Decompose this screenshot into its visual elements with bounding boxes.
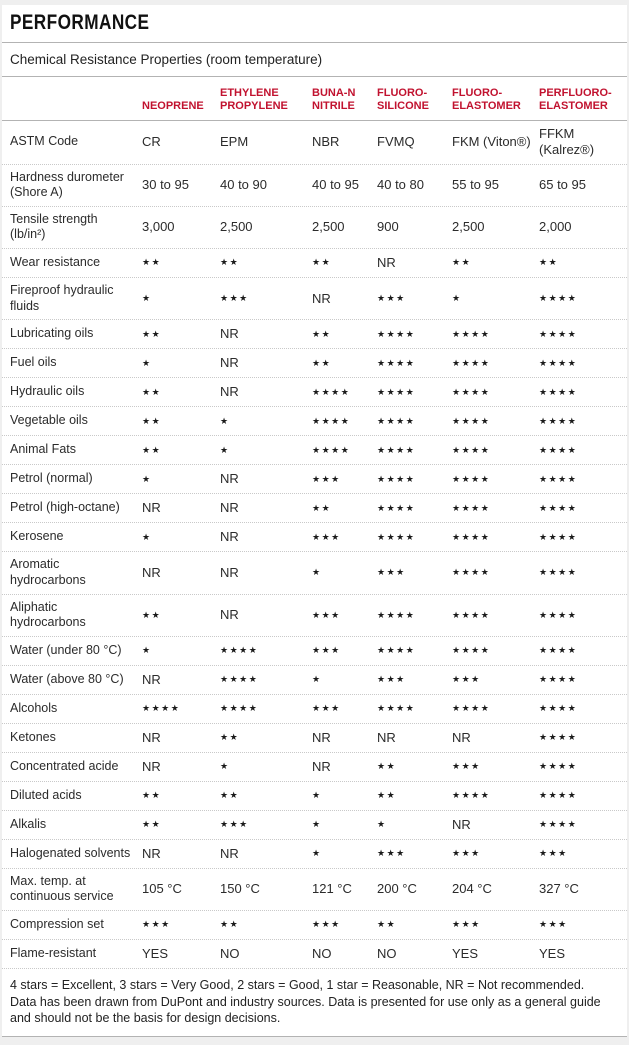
- footer-disclaimer: Data has been drawn from DuPont and industry sources. Data is presented for use only as a general guide and should not be the basis for design decisions.: [10, 994, 601, 1025]
- cell-value: ★★: [312, 502, 332, 513]
- cell-value: 150 °C: [220, 881, 260, 897]
- table-row: [2, 378, 627, 407]
- row-label: Tensile strength (lb/in²): [10, 211, 98, 242]
- cell-value: ★★: [220, 732, 240, 743]
- cell-value: NR: [220, 607, 239, 622]
- cell-value: ★★★★: [220, 645, 259, 656]
- table-row: [2, 724, 627, 753]
- cell-value: NR: [377, 729, 396, 745]
- cell-value: ★: [312, 674, 322, 685]
- table-row: [2, 911, 627, 940]
- content-panel: [2, 5, 627, 1037]
- cell-value: ★★★: [142, 919, 171, 930]
- row-label: Max. temp. at continuous service: [10, 873, 114, 904]
- cell-value: 65 to 95: [539, 177, 586, 192]
- cell-value: ★★★: [452, 848, 481, 859]
- row-label: Petrol (normal): [10, 471, 93, 486]
- cell-value: ★★: [452, 257, 472, 268]
- table-row: [2, 349, 627, 378]
- table-row: [2, 869, 627, 911]
- cell-value: NR: [312, 729, 331, 745]
- cell-value: ★★★★: [452, 386, 491, 397]
- cell-value: 900: [377, 219, 399, 235]
- cell-value: NO: [377, 945, 397, 961]
- row-label: Halogenated solvents: [10, 845, 131, 860]
- cell-value: ★★★★: [452, 415, 491, 426]
- row-label: Animal Fats: [10, 442, 76, 457]
- row-label: Kerosene: [10, 529, 64, 544]
- cell-value: NR: [220, 355, 239, 371]
- cell-value: ★★★★: [452, 790, 491, 801]
- cell-value: NBR: [312, 134, 340, 150]
- cell-value: 327 °C: [539, 881, 579, 897]
- row-label: Petrol (high-octane): [10, 500, 120, 515]
- cell-value: 121 °C: [312, 881, 352, 897]
- cell-value: 2,500: [312, 219, 345, 235]
- cell-value: ★★: [142, 328, 162, 339]
- cell-value: ★: [220, 761, 230, 772]
- table-row: [2, 595, 627, 637]
- cell-value: NR: [312, 758, 331, 774]
- cell-value: FVMQ: [377, 134, 415, 150]
- column-header-fluoro-elastomer: FLUORO-ELASTOMER: [452, 86, 521, 113]
- cell-value: ★★★: [377, 674, 406, 685]
- cell-value: ★★★★: [377, 357, 416, 368]
- cell-value: ★★★★: [377, 703, 416, 714]
- cell-value: ★★★: [312, 609, 341, 620]
- cell-value: NR: [220, 564, 239, 580]
- cell-value: NR: [220, 500, 239, 516]
- column-header-neoprene: NEOPRENE: [142, 100, 204, 113]
- table-row: [2, 666, 627, 695]
- cell-value: ★★★★: [539, 328, 578, 339]
- cell-value: ★: [312, 567, 322, 578]
- cell-value: ★★: [539, 257, 559, 268]
- footer-block: [2, 969, 627, 1037]
- cell-value: ★: [142, 531, 152, 542]
- table-row: [2, 523, 627, 552]
- cell-value: ★★★★: [539, 357, 578, 368]
- cell-value: ★★★★: [377, 609, 416, 620]
- cell-value: ★★★★: [539, 531, 578, 542]
- row-label: Flame-resistant: [10, 946, 97, 961]
- cell-value: ★: [142, 645, 152, 656]
- cell-value: ★★★: [452, 761, 481, 772]
- cell-value: ★★★: [539, 848, 568, 859]
- cell-value: 200 °C: [377, 881, 417, 897]
- cell-value: ★★★★: [452, 703, 491, 714]
- cell-value: ★: [220, 444, 230, 455]
- cell-value: ★★★★: [539, 819, 578, 830]
- cell-value: YES: [539, 945, 566, 961]
- cell-value: ★★★★: [452, 444, 491, 455]
- cell-value: ★★★★: [539, 567, 578, 578]
- cell-value: ★★★★: [539, 645, 578, 656]
- table-subtitle: Chemical Resistance Properties (room temperature): [2, 43, 627, 77]
- cell-value: NR: [142, 758, 161, 774]
- table-row: [2, 637, 627, 666]
- cell-value: ★★★★: [452, 328, 491, 339]
- cell-value: ★: [142, 357, 152, 368]
- cell-value: NR: [377, 254, 396, 270]
- cell-value: ★★★★: [312, 444, 351, 455]
- cell-value: ★★★: [312, 703, 341, 714]
- cell-value: ★★: [142, 257, 162, 268]
- row-label: Alkalis: [10, 816, 47, 831]
- row-label: Vegetable oils: [10, 413, 88, 428]
- cell-value: ★★: [142, 444, 162, 455]
- table-row: [2, 782, 627, 811]
- cell-value: YES: [452, 945, 479, 961]
- table-row: [2, 940, 627, 969]
- cell-value: ★: [377, 819, 387, 830]
- cell-value: ★: [142, 473, 152, 484]
- cell-value: ★★: [377, 761, 397, 772]
- row-label: Ketones: [10, 729, 56, 744]
- cell-value: ★★: [312, 328, 332, 339]
- cell-value: 2,500: [452, 219, 485, 235]
- cell-value: 40 to 90: [220, 177, 267, 192]
- cell-value: ★★★★: [539, 415, 578, 426]
- cell-value: ★★★★: [539, 609, 578, 620]
- row-label: Fuel oils: [10, 355, 57, 370]
- cell-value: 2,000: [539, 219, 572, 235]
- row-label: Aliphatic hydrocarbons: [10, 599, 86, 630]
- cell-value: ★★: [142, 819, 162, 830]
- page-title: PERFORMANCE: [10, 11, 150, 34]
- cell-value: ★★★★: [377, 328, 416, 339]
- row-label: Hardness durometer (Shore A): [10, 169, 124, 200]
- table-row: [2, 165, 627, 207]
- cell-value: ★★: [220, 257, 240, 268]
- table-row: [2, 811, 627, 840]
- cell-value: 55 to 95: [452, 177, 499, 192]
- row-label: ASTM Code: [10, 134, 79, 149]
- cell-value: ★★: [220, 790, 240, 801]
- cell-value: 3,000: [142, 219, 175, 235]
- cell-value: ★: [452, 293, 462, 303]
- cell-value: ★★: [142, 386, 162, 397]
- cell-value: 30 to 95: [142, 177, 189, 192]
- cell-value: 2,500: [220, 219, 253, 235]
- table-row: [2, 753, 627, 782]
- title-block: [2, 5, 627, 43]
- row-label: Diluted acids: [10, 787, 82, 802]
- footer-legend: 4 stars = Excellent, 3 stars = Very Good, 2 stars = Good, 1 star = Reasonable, NR = Not recommended.: [10, 978, 585, 992]
- table-row: [2, 249, 627, 278]
- cell-value: ★★: [377, 790, 397, 801]
- cell-value: ★★★: [377, 848, 406, 859]
- table-row: [2, 552, 627, 594]
- resistance-table-body: [2, 121, 627, 969]
- table-row: [2, 407, 627, 436]
- table-row: [2, 121, 627, 165]
- cell-value: ★★★★: [377, 444, 416, 455]
- row-label: Compression set: [10, 917, 104, 932]
- row-label: Fireproof hydraulic fluids: [10, 283, 114, 313]
- cell-value: ★★★★: [539, 293, 578, 303]
- cell-value: NR: [142, 671, 161, 687]
- cell-value: ★★★★: [220, 703, 259, 714]
- cell-value: EPM: [220, 134, 249, 150]
- cell-value: NO: [312, 945, 332, 961]
- cell-value: NR: [312, 290, 331, 306]
- column-header-perfluoro-elastomer: PERFLUORO-ELASTOMER: [539, 86, 612, 113]
- row-label: Hydraulic oils: [10, 384, 85, 399]
- cell-value: ★★★: [377, 567, 406, 578]
- cell-value: 40 to 95: [312, 177, 359, 192]
- table-row: [2, 207, 627, 249]
- cell-value: ★★★★: [377, 415, 416, 426]
- cell-value: ★★★★: [539, 386, 578, 397]
- cell-value: ★★★★: [377, 502, 416, 513]
- cell-value: ★★★: [377, 293, 406, 303]
- cell-value: ★★★★: [220, 674, 259, 685]
- table-header-row: [2, 77, 627, 121]
- cell-value: ★★★★: [452, 609, 491, 620]
- cell-value: ★★★★: [312, 415, 351, 426]
- table-row: [2, 320, 627, 349]
- cell-value: ★★★★: [377, 386, 416, 397]
- cell-value: ★★★: [312, 645, 341, 656]
- cell-value: NR: [220, 326, 239, 342]
- cell-value: ★★★: [312, 531, 341, 542]
- cell-value: ★★★★: [312, 386, 351, 397]
- cell-value: ★★: [312, 257, 332, 268]
- row-label: Water (above 80 °C): [10, 671, 124, 686]
- table-row: [2, 436, 627, 465]
- cell-value: ★★: [220, 919, 240, 930]
- cell-value: ★★★★: [142, 703, 181, 714]
- cell-value: CR: [142, 134, 161, 150]
- cell-value: ★★★: [539, 919, 568, 930]
- cell-value: ★★: [312, 357, 332, 368]
- cell-value: ★★★★: [452, 473, 491, 484]
- row-label: Water (under 80 °C): [10, 642, 122, 657]
- cell-value: ★★: [142, 790, 162, 801]
- cell-value: ★★★: [312, 919, 341, 930]
- cell-value: ★★★★: [377, 645, 416, 656]
- table-row: [2, 840, 627, 869]
- cell-value: ★★★★: [377, 531, 416, 542]
- cell-value: ★★★★: [452, 502, 491, 513]
- cell-value: NR: [142, 500, 161, 516]
- column-header-buna-n-nitrile: BUNA-N NITRILE: [312, 86, 356, 113]
- cell-value: 204 °C: [452, 881, 492, 897]
- cell-value: ★★★★: [539, 732, 578, 743]
- row-label: Alcohols: [10, 700, 58, 715]
- table-row: [2, 695, 627, 724]
- table-row: [2, 494, 627, 523]
- table-row: [2, 465, 627, 494]
- row-label: Aromatic hydrocarbons: [10, 557, 86, 587]
- cell-value: ★★★★: [539, 473, 578, 484]
- cell-value: ★★★★: [539, 761, 578, 772]
- cell-value: ★: [312, 790, 322, 801]
- cell-value: ★★★★: [539, 674, 578, 685]
- cell-value: NR: [220, 384, 239, 400]
- cell-value: NR: [142, 845, 161, 861]
- cell-value: YES: [142, 945, 169, 961]
- cell-value: ★★★★: [452, 567, 491, 578]
- cell-value: ★★★★: [377, 473, 416, 484]
- cell-value: ★: [142, 293, 152, 303]
- cell-value: ★★★: [220, 819, 249, 830]
- cell-value: ★★★: [220, 293, 249, 303]
- cell-value: ★: [312, 819, 322, 830]
- cell-value: NR: [220, 529, 239, 545]
- cell-value: ★★: [142, 609, 162, 620]
- cell-value: ★: [220, 415, 230, 426]
- cell-value: NR: [220, 471, 239, 487]
- cell-value: ★★★★: [539, 790, 578, 801]
- cell-value: 105 °C: [142, 881, 182, 897]
- cell-value: ★★★★: [452, 645, 491, 656]
- row-label: Lubricating oils: [10, 326, 94, 341]
- cell-value: ★★: [142, 415, 162, 426]
- row-label: Concentrated acide: [10, 758, 119, 773]
- cell-value: ★★★★: [539, 502, 578, 513]
- column-header-ethylene-propylene: ETHYLENE PROPYLENE: [220, 86, 288, 113]
- cell-value: ★★★: [312, 473, 341, 484]
- cell-value: ★★★★: [539, 444, 578, 455]
- cell-value: ★★★: [452, 674, 481, 685]
- cell-value: ★: [312, 848, 322, 859]
- cell-value: ★★★★: [452, 357, 491, 368]
- cell-value: NR: [220, 845, 239, 861]
- cell-value: ★★: [377, 919, 397, 930]
- cell-value: 40 to 80: [377, 177, 424, 192]
- cell-value: ★★★★: [539, 703, 578, 714]
- cell-value: FFKM (Kalrez®): [539, 126, 595, 158]
- row-label: Wear resistance: [10, 255, 101, 270]
- cell-value: NR: [142, 729, 161, 745]
- cell-value: NO: [220, 945, 240, 961]
- cell-value: NR: [452, 816, 471, 832]
- cell-value: FKM (Viton®): [452, 134, 531, 150]
- cell-value: NR: [452, 729, 471, 745]
- table-row: [2, 278, 627, 320]
- cell-value: NR: [142, 564, 161, 580]
- column-header-fluoro-silicone: FLUORO-SILICONE: [377, 86, 429, 113]
- cell-value: ★★★: [452, 919, 481, 930]
- cell-value: ★★★★: [452, 531, 491, 542]
